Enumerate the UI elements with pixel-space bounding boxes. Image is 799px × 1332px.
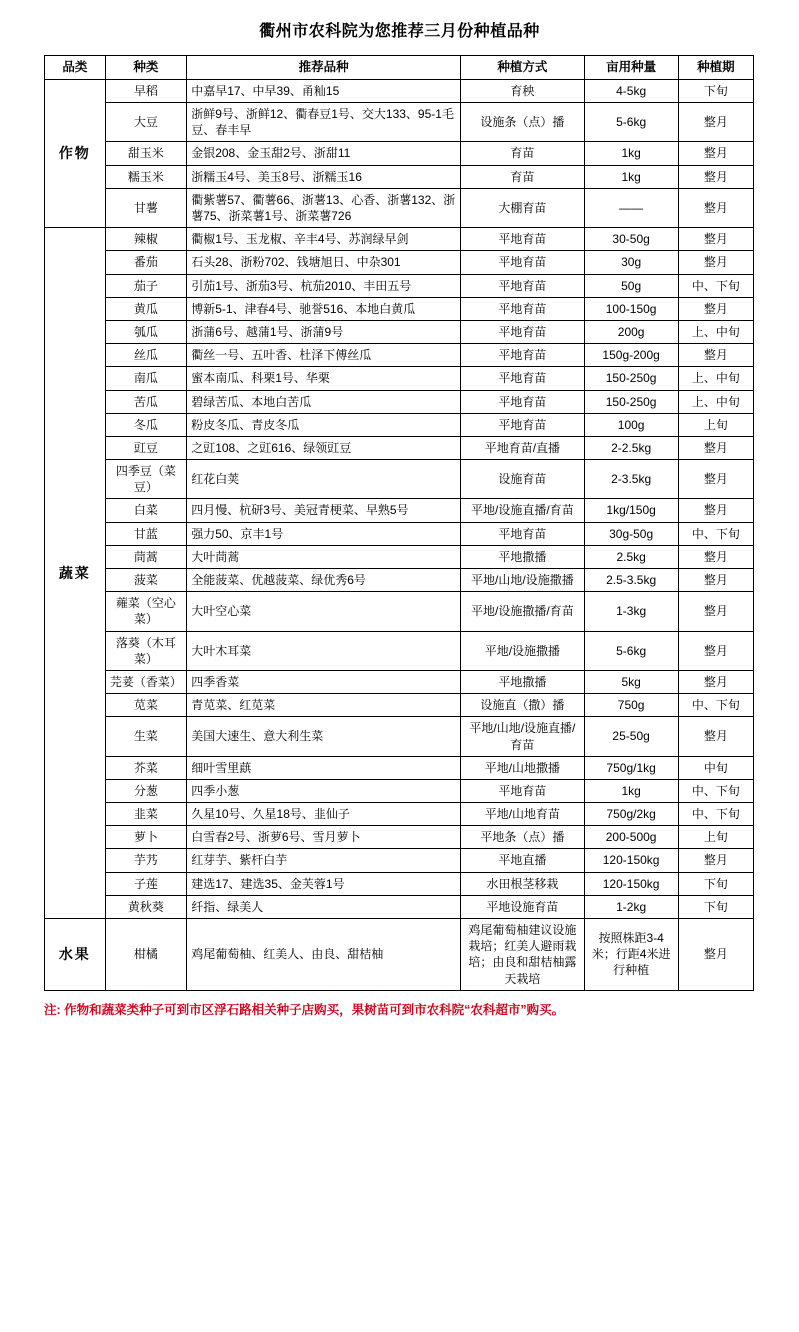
footer-note: [44, 1001, 755, 1020]
kind-cell: 辣椒: [105, 228, 187, 251]
category-cell: 水果: [45, 919, 106, 991]
period-cell: 中、下旬: [678, 779, 753, 802]
variety-cell: 浙糯玉4号、美玉8号、浙糯玉16: [187, 165, 461, 188]
variety-cell: 之豇108、之豇616、绿领豇豆: [187, 436, 461, 459]
variety-cell: 四季小葱: [187, 779, 461, 802]
variety-cell: 强力50、京丰1号: [187, 522, 461, 545]
method-cell: 平地育苗/直播: [461, 436, 584, 459]
table-row: [45, 251, 754, 274]
amount-cell: 1kg: [584, 165, 678, 188]
table-row: [45, 142, 754, 165]
period-cell: 整月: [678, 569, 753, 592]
col-header-category: 品类: [45, 56, 106, 80]
variety-cell: 大叶木耳菜: [187, 631, 461, 670]
method-cell: 平地/设施撒播: [461, 631, 584, 670]
period-cell: 整月: [678, 919, 753, 991]
method-cell: 平地设施育苗: [461, 895, 584, 918]
method-cell: 平地/山地/设施撒播: [461, 569, 584, 592]
table-row: [45, 919, 754, 991]
table-row: [45, 344, 754, 367]
col-header-kind: 种类: [105, 56, 187, 80]
amount-cell: 100-150g: [584, 297, 678, 320]
method-cell: 平地育苗: [461, 390, 584, 413]
period-cell: 上旬: [678, 826, 753, 849]
amount-cell: 2.5kg: [584, 545, 678, 568]
period-cell: 整月: [678, 165, 753, 188]
table-row: [45, 297, 754, 320]
amount-cell: 25-50g: [584, 717, 678, 756]
amount-cell: 750g/2kg: [584, 803, 678, 826]
table-row: [45, 895, 754, 918]
method-cell: 设施直（撒）播: [461, 694, 584, 717]
period-cell: 整月: [678, 631, 753, 670]
amount-cell: 150-250g: [584, 390, 678, 413]
table-row: [45, 79, 754, 102]
method-cell: 平地育苗: [461, 320, 584, 343]
amount-cell: 750g/1kg: [584, 756, 678, 779]
period-cell: 上、中旬: [678, 390, 753, 413]
col-header-amount: 亩用种量: [584, 56, 678, 80]
period-cell: 整月: [678, 592, 753, 631]
period-cell: 整月: [678, 460, 753, 499]
kind-cell: 早稻: [105, 79, 187, 102]
kind-cell: 丝瓜: [105, 344, 187, 367]
period-cell: 整月: [678, 849, 753, 872]
amount-cell: 750g: [584, 694, 678, 717]
period-cell: 整月: [678, 228, 753, 251]
variety-cell: 衢椒1号、玉龙椒、辛丰4号、苏润绿早剑: [187, 228, 461, 251]
period-cell: 中旬: [678, 756, 753, 779]
method-cell: 平地育苗: [461, 274, 584, 297]
method-cell: 鸡尾葡萄柚建议设施栽培；红美人避雨栽培；由良和甜桔柚露天栽培: [461, 919, 584, 991]
variety-cell: 白雪春2号、浙萝6号、雪月萝卜: [187, 826, 461, 849]
kind-cell: 甜玉米: [105, 142, 187, 165]
kind-cell: 分葱: [105, 779, 187, 802]
table-row: [45, 670, 754, 693]
variety-cell: 红芽芋、紫杆白芋: [187, 849, 461, 872]
kind-cell: 黄瓜: [105, 297, 187, 320]
variety-cell: 红花白荚: [187, 460, 461, 499]
kind-cell: 芋艿: [105, 849, 187, 872]
kind-cell: 子莲: [105, 872, 187, 895]
period-cell: 整月: [678, 103, 753, 142]
kind-cell: 菠菜: [105, 569, 187, 592]
variety-cell: 大叶空心菜: [187, 592, 461, 631]
variety-cell: 四月慢、杭研3号、美冠青梗菜、早熟5号: [187, 499, 461, 522]
method-cell: 平地撒播: [461, 670, 584, 693]
period-cell: 上旬: [678, 413, 753, 436]
variety-cell: 全能菠菜、优越菠菜、绿优秀6号: [187, 569, 461, 592]
period-cell: 整月: [678, 436, 753, 459]
amount-cell: 30-50g: [584, 228, 678, 251]
variety-cell: 金银208、金玉甜2号、浙甜11: [187, 142, 461, 165]
table-row: [45, 569, 754, 592]
planting-varieties-table: [44, 55, 754, 991]
variety-cell: 衢丝一号、五叶香、杜泽下傅丝瓜: [187, 344, 461, 367]
period-cell: 整月: [678, 717, 753, 756]
kind-cell: 苦瓜: [105, 390, 187, 413]
method-cell: 水田根茎移栽: [461, 872, 584, 895]
kind-cell: 瓠瓜: [105, 320, 187, 343]
amount-cell: 30g: [584, 251, 678, 274]
method-cell: 平地育苗: [461, 297, 584, 320]
kind-cell: 黄秋葵: [105, 895, 187, 918]
period-cell: 整月: [678, 251, 753, 274]
period-cell: 中、下旬: [678, 694, 753, 717]
kind-cell: 南瓜: [105, 367, 187, 390]
method-cell: 平地育苗: [461, 367, 584, 390]
amount-cell: 5-6kg: [584, 103, 678, 142]
method-cell: 平地育苗: [461, 228, 584, 251]
variety-cell: 浙鲜9号、浙鲜12、衢春豆1号、交大133、95-1毛豆、春丰早: [187, 103, 461, 142]
kind-cell: 蕹菜（空心菜）: [105, 592, 187, 631]
variety-cell: 建选17、建选35、金芙蓉1号: [187, 872, 461, 895]
method-cell: 平地育苗: [461, 779, 584, 802]
table-row: [45, 228, 754, 251]
table-row: [45, 631, 754, 670]
period-cell: 整月: [678, 545, 753, 568]
kind-cell: 大豆: [105, 103, 187, 142]
kind-cell: 白菜: [105, 499, 187, 522]
variety-cell: 博新5-1、津春4号、驰誉516、本地白黄瓜: [187, 297, 461, 320]
page-title: 衢州市农科院为您推荐三月份种植品种: [259, 23, 540, 40]
amount-cell: 120-150kg: [584, 872, 678, 895]
amount-cell: 1kg: [584, 779, 678, 802]
period-cell: 下旬: [678, 79, 753, 102]
variety-cell: 青苋菜、红苋菜: [187, 694, 461, 717]
note-text: 作物和蔬菜类种子可到市区浮石路相关种子店购买，果树苗可到市农科院“农科超市”购买。: [64, 1002, 565, 1017]
method-cell: 平地直播: [461, 849, 584, 872]
table-row: [45, 188, 754, 227]
amount-cell: 30g-50g: [584, 522, 678, 545]
method-cell: 平地育苗: [461, 413, 584, 436]
variety-cell: 石头28、浙粉702、钱塘旭日、中杂301: [187, 251, 461, 274]
method-cell: 平地/设施直播/育苗: [461, 499, 584, 522]
kind-cell: 芥菜: [105, 756, 187, 779]
method-cell: 平地/山地/设施直播/育苗: [461, 717, 584, 756]
table-row: [45, 803, 754, 826]
kind-cell: 茼蒿: [105, 545, 187, 568]
variety-cell: 浙蒲6号、越蒲1号、浙蒲9号: [187, 320, 461, 343]
method-cell: 平地撒播: [461, 545, 584, 568]
variety-cell: 美国大速生、意大利生菜: [187, 717, 461, 756]
amount-cell: 150g-200g: [584, 344, 678, 367]
table-body: [45, 79, 754, 990]
kind-cell: 生菜: [105, 717, 187, 756]
kind-cell: 番茄: [105, 251, 187, 274]
method-cell: 大棚育苗: [461, 188, 584, 227]
variety-cell: 纤指、绿美人: [187, 895, 461, 918]
period-cell: 整月: [678, 344, 753, 367]
kind-cell: 豇豆: [105, 436, 187, 459]
method-cell: 平地条（点）播: [461, 826, 584, 849]
method-cell: 平地/设施撒播/育苗: [461, 592, 584, 631]
method-cell: 设施育苗: [461, 460, 584, 499]
variety-cell: 四季香菜: [187, 670, 461, 693]
period-cell: 下旬: [678, 872, 753, 895]
col-header-period: 种植期: [678, 56, 753, 80]
table-row: [45, 779, 754, 802]
period-cell: 中、下旬: [678, 803, 753, 826]
kind-cell: 甘蓝: [105, 522, 187, 545]
amount-cell: 200g: [584, 320, 678, 343]
kind-cell: 冬瓜: [105, 413, 187, 436]
period-cell: 中、下旬: [678, 274, 753, 297]
table-row: [45, 103, 754, 142]
variety-cell: 细叶雪里蕻: [187, 756, 461, 779]
method-cell: 平地育苗: [461, 344, 584, 367]
table-row: [45, 274, 754, 297]
kind-cell: 苋菜: [105, 694, 187, 717]
amount-cell: 50g: [584, 274, 678, 297]
period-cell: 上、中旬: [678, 367, 753, 390]
method-cell: 平地育苗: [461, 522, 584, 545]
table-row: [45, 592, 754, 631]
amount-cell: 按照株距3-4米；行距4米进行种植: [584, 919, 678, 991]
amount-cell: 200-500g: [584, 826, 678, 849]
amount-cell: 4-5kg: [584, 79, 678, 102]
amount-cell: 120-150kg: [584, 849, 678, 872]
kind-cell: 糯玉米: [105, 165, 187, 188]
method-cell: 育苗: [461, 142, 584, 165]
period-cell: 整月: [678, 499, 753, 522]
amount-cell: 1kg: [584, 142, 678, 165]
method-cell: 平地/山地育苗: [461, 803, 584, 826]
period-cell: 上、中旬: [678, 320, 753, 343]
kind-cell: 柑橘: [105, 919, 187, 991]
variety-cell: 粉皮冬瓜、青皮冬瓜: [187, 413, 461, 436]
period-cell: 中、下旬: [678, 522, 753, 545]
col-header-method: 种植方式: [461, 56, 584, 80]
method-cell: 育秧: [461, 79, 584, 102]
variety-cell: 中嘉早17、中早39、甬籼15: [187, 79, 461, 102]
amount-cell: 100g: [584, 413, 678, 436]
table-row: [45, 460, 754, 499]
table-row: [45, 499, 754, 522]
amount-cell: 150-250g: [584, 367, 678, 390]
table-row: [45, 826, 754, 849]
table-row: [45, 320, 754, 343]
period-cell: 整月: [678, 188, 753, 227]
amount-cell: 1-2kg: [584, 895, 678, 918]
amount-cell: ——: [584, 188, 678, 227]
period-cell: 整月: [678, 670, 753, 693]
table-row: [45, 413, 754, 436]
variety-cell: 碧绿苦瓜、本地白苦瓜: [187, 390, 461, 413]
period-cell: 整月: [678, 142, 753, 165]
amount-cell: 5kg: [584, 670, 678, 693]
variety-cell: 衢紫薯57、衢薯66、浙薯13、心香、浙薯132、浙薯75、浙菜薯1号、浙菜薯726: [187, 188, 461, 227]
kind-cell: 茄子: [105, 274, 187, 297]
kind-cell: 甘薯: [105, 188, 187, 227]
variety-cell: 蜜本南瓜、科栗1号、华栗: [187, 367, 461, 390]
period-cell: 下旬: [678, 895, 753, 918]
table-row: [45, 436, 754, 459]
table-row: [45, 717, 754, 756]
table-row: [45, 694, 754, 717]
kind-cell: 落葵（木耳菜）: [105, 631, 187, 670]
category-cell: 蔬菜: [45, 228, 106, 919]
variety-cell: 久星10号、久星18号、韭仙子: [187, 803, 461, 826]
table-row: [45, 756, 754, 779]
amount-cell: 1-3kg: [584, 592, 678, 631]
amount-cell: 1kg/150g: [584, 499, 678, 522]
kind-cell: 萝卜: [105, 826, 187, 849]
table-row: [45, 390, 754, 413]
amount-cell: 2.5-3.5kg: [584, 569, 678, 592]
table-row: [45, 545, 754, 568]
method-cell: 设施条（点）播: [461, 103, 584, 142]
variety-cell: 大叶茼蒿: [187, 545, 461, 568]
variety-cell: 引茄1号、浙茄3号、杭茄2010、丰田五号: [187, 274, 461, 297]
category-cell: 作物: [45, 79, 106, 227]
table-row: [45, 165, 754, 188]
method-cell: 平地/山地撒播: [461, 756, 584, 779]
amount-cell: 2-2.5kg: [584, 436, 678, 459]
kind-cell: 芫荽（香菜）: [105, 670, 187, 693]
kind-cell: 四季豆（菜豆）: [105, 460, 187, 499]
amount-cell: 5-6kg: [584, 631, 678, 670]
variety-cell: 鸡尾葡萄柚、红美人、由良、甜桔柚: [187, 919, 461, 991]
period-cell: 整月: [678, 297, 753, 320]
table-row: [45, 367, 754, 390]
table-row: [45, 522, 754, 545]
table-row: [45, 872, 754, 895]
amount-cell: 2-3.5kg: [584, 460, 678, 499]
note-label: 注:: [44, 1002, 61, 1017]
table-row: [45, 849, 754, 872]
kind-cell: 韭菜: [105, 803, 187, 826]
method-cell: 育苗: [461, 165, 584, 188]
table-header-row: [45, 56, 754, 80]
method-cell: 平地育苗: [461, 251, 584, 274]
col-header-variety: 推荐品种: [187, 56, 461, 80]
